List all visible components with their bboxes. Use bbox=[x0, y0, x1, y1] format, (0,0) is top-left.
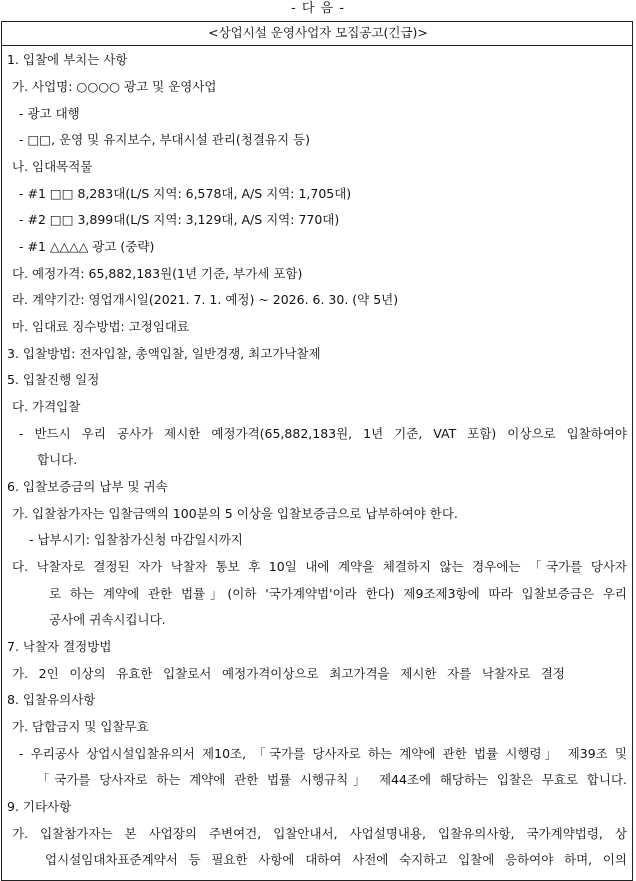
section-heading-3: 3. 입찰방법: 전자입찰, 총액입찰, 일반경쟁, 최고가낙찰제 bbox=[7, 346, 321, 361]
section-heading-8: 8. 입찰유의사항 bbox=[7, 692, 96, 707]
item-ra-contract-period: 라. 계약기간: 영업개시일(2021. 7. 1. 예정) ~ 2026. 6. 30. (약 5년) bbox=[12, 292, 399, 307]
bullet-invalid-bid-cont: 「국가를 당사자로 하는 계약에 관한 법률 시행규칙」 제44조에 해당하는 입찰은 무효로 합니다. bbox=[37, 772, 627, 787]
bullet-payment-deadline: - 납부시기: 입찰참가신청 마감일시까지 bbox=[29, 532, 243, 547]
item-ga-collusion-ban: 가. 담합금지 및 입찰무효 bbox=[12, 719, 149, 734]
item-ga-other-matters-cont: 업시설임대차표준계약서 등 필요한 사항에 대하여 사전에 숙지하고 입찰에 응하여야 하며, 이의 bbox=[45, 852, 627, 867]
bullet-price-requirement-cont: 합니다. bbox=[37, 452, 78, 467]
section-heading-7: 7. 낙찰자 결정방법 bbox=[7, 639, 112, 654]
bullet-price-requirement: - 반드시 우리 공사가 제시한 예정가격(65,882,183원, 1년 기준, VAT 포함) 이상으로 입찰하여야 bbox=[19, 426, 627, 441]
section-heading-9: 9. 기타사항 bbox=[7, 799, 72, 814]
item-ma-rent-method: 마. 임대료 징수방법: 고정임대료 bbox=[12, 319, 190, 334]
item-da-forfeiture-cont-2: 공사에 귀속시킵니다. bbox=[49, 612, 166, 627]
item-ga-business-name: 가. 사업명: ○○○○ 광고 및 운영사업 bbox=[12, 79, 217, 94]
bullet-property-2: - #2 □□ 3,899대(L/S 지역: 3,129대, A/S 지역: 770대) bbox=[19, 212, 340, 227]
notice-title: <상업시설 운영사업자 모집공고(긴급)> bbox=[208, 25, 428, 40]
bullet-invalid-bid: - 우리공사 상업시설입찰유의서 제10조, 「국가를 당사자로 하는 계약에 관한 법률 시행령」 제39조 및 bbox=[19, 746, 627, 761]
item-ga-other-matters: 가. 입찰참가자는 본 사업장의 주변여건, 입찰안내서, 사업설명내용, 입찰유의사항, 국가계약법령, 상 bbox=[12, 826, 627, 841]
item-ga-winner-decision: 가. 2인 이상의 유효한 입찰로서 예정가격이상으로 최고가격을 제시한 자를 낙찰자로 결정 bbox=[12, 666, 565, 681]
bullet-ad-agency: - 광고 대행 bbox=[19, 106, 80, 121]
item-da-forfeiture: 다. 낙찰자로 결정된 자가 낙찰자 통보 후 10일 내에 계약을 체결하지 않는 경우에는 「국가를 당사자 bbox=[12, 559, 627, 574]
section-heading-6: 6. 입찰보증금의 납부 및 귀속 bbox=[7, 479, 168, 494]
item-ga-deposit: 가. 입찰참가자는 입찰금액의 100분의 5 이상을 입찰보증금으로 납부하여야 한다. bbox=[12, 506, 458, 521]
page-heading: - 다 음 - bbox=[291, 1, 345, 16]
title-divider bbox=[1, 45, 633, 46]
section-heading-1: 1. 입찰에 부치는 사항 bbox=[7, 52, 128, 67]
item-na-leased-property: 나. 임대목적물 bbox=[12, 159, 93, 174]
item-da-price-bid: 다. 가격입찰 bbox=[12, 399, 81, 414]
bullet-operation-maintenance: - □□, 운영 및 유지보수, 부대시설 관리(청결유지 등) bbox=[19, 132, 310, 147]
section-heading-5: 5. 입찰진행 일정 bbox=[7, 372, 100, 387]
item-da-forfeiture-cont-1: 로 하는 계약에 관한 법률」(이하 '국가계약법'이라 한다) 제9조제3항에 따라 입찰보증금은 우리 bbox=[49, 586, 627, 601]
bullet-property-ad: - #1 △△△△ 광고 (중략) bbox=[19, 239, 155, 254]
item-da-estimated-price: 다. 예정가격: 65,882,183원(1년 기준, 부가세 포함) bbox=[12, 266, 303, 281]
bullet-property-1: - #1 □□ 8,283대(L/S 지역: 6,578대, A/S 지역: 1,705대) bbox=[19, 186, 352, 201]
